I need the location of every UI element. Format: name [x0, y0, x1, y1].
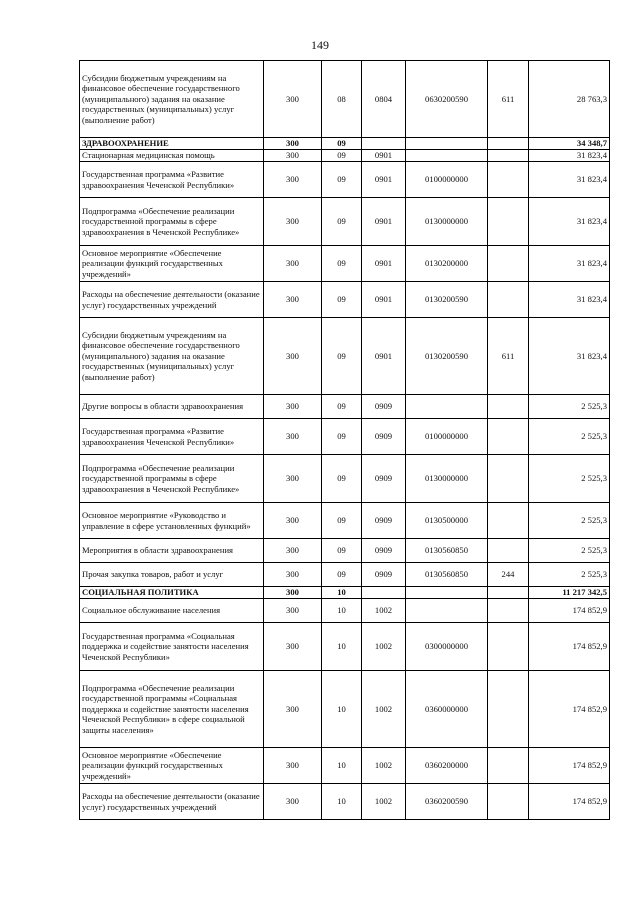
row-csr: 0130000000: [406, 198, 488, 246]
row-csr: [406, 138, 488, 150]
row-rz: 09: [322, 455, 362, 503]
row-name: Подпрограмма «Обеспечение реализации государственной программы «Социальная поддержка и содействие занятости населения Чеченской Республики» в сфере социальной защиты населения»: [80, 671, 264, 748]
row-rz: 09: [322, 162, 362, 198]
row-ved: 300: [264, 150, 322, 162]
row-vr: [488, 599, 529, 623]
row-rz: 10: [322, 748, 362, 784]
table-row: [80, 784, 610, 820]
row-sum: 31 823,4: [529, 150, 610, 162]
row-rz: 09: [322, 395, 362, 419]
row-ved: 300: [264, 419, 322, 455]
row-rz: 09: [322, 503, 362, 539]
row-csr: 0130500000: [406, 503, 488, 539]
table-section-row: [80, 587, 610, 599]
row-name: Подпрограмма «Обеспечение реализации государственной программы в сфере здравоохранения в Чеченской Республике»: [80, 198, 264, 246]
row-csr: 0630200590: [406, 61, 488, 138]
row-name: Основное мероприятие «Обеспечение реализации функций государственных учреждений»: [80, 246, 264, 282]
row-vr: [488, 503, 529, 539]
row-vr: [488, 246, 529, 282]
row-sum: 2 525,3: [529, 503, 610, 539]
row-vr: [488, 395, 529, 419]
row-sum: 31 823,4: [529, 162, 610, 198]
table-row: [80, 599, 610, 623]
row-name: Другие вопросы в области здравоохранения: [80, 395, 264, 419]
row-ved: 300: [264, 599, 322, 623]
row-name: Прочая закупка товаров, работ и услуг: [80, 563, 264, 587]
row-name: Подпрограмма «Обеспечение реализации государственной программы в сфере здравоохранения в Чеченской Республике»: [80, 455, 264, 503]
table-row: [80, 539, 610, 563]
row-name: Государственная программа «Социальная поддержка и содействие занятости населения Чеченской Республики»: [80, 623, 264, 671]
row-sum: 11 217 342,5: [529, 587, 610, 599]
row-csr: [406, 150, 488, 162]
table-row: [80, 455, 610, 503]
row-sum: 31 823,4: [529, 198, 610, 246]
row-prz: 0909: [362, 455, 406, 503]
row-sum: 2 525,3: [529, 455, 610, 503]
row-vr: [488, 623, 529, 671]
row-vr: [488, 587, 529, 599]
row-vr: [488, 419, 529, 455]
table-row: [80, 623, 610, 671]
row-sum: 31 823,4: [529, 246, 610, 282]
row-rz: 10: [322, 587, 362, 599]
row-name: Государственная программа «Развитие здравоохранения Чеченской Республики»: [80, 419, 264, 455]
row-prz: 1002: [362, 671, 406, 748]
row-ved: 300: [264, 784, 322, 820]
row-ved: 300: [264, 61, 322, 138]
row-name: Основное мероприятие «Обеспечение реализации функций государственных учреждений»: [80, 748, 264, 784]
row-sum: 174 852,9: [529, 748, 610, 784]
row-sum: 28 763,3: [529, 61, 610, 138]
row-prz: 0909: [362, 539, 406, 563]
row-rz: 09: [322, 282, 362, 318]
row-sum: 174 852,9: [529, 599, 610, 623]
row-prz: 0909: [362, 503, 406, 539]
row-ved: 300: [264, 138, 322, 150]
row-sum: 31 823,4: [529, 318, 610, 395]
row-vr: 244: [488, 563, 529, 587]
row-csr: 0130200590: [406, 282, 488, 318]
table-row: [80, 282, 610, 318]
row-name: Государственная программа «Развитие здравоохранения Чеченской Республики»: [80, 162, 264, 198]
row-rz: 10: [322, 784, 362, 820]
row-rz: 09: [322, 138, 362, 150]
row-ved: 300: [264, 455, 322, 503]
table-row: [80, 318, 610, 395]
row-ved: 300: [264, 318, 322, 395]
row-ved: 300: [264, 587, 322, 599]
row-ved: 300: [264, 539, 322, 563]
budget-table: [79, 60, 610, 820]
row-csr: [406, 395, 488, 419]
row-ved: 300: [264, 503, 322, 539]
row-rz: 10: [322, 599, 362, 623]
row-sum: 2 525,3: [529, 539, 610, 563]
row-ved: 300: [264, 623, 322, 671]
row-ved: 300: [264, 198, 322, 246]
page-number: 149: [311, 38, 329, 52]
row-sum: 174 852,9: [529, 671, 610, 748]
table-row: [80, 150, 610, 162]
row-vr: [488, 150, 529, 162]
row-prz: [362, 587, 406, 599]
row-ved: 300: [264, 282, 322, 318]
row-prz: 0901: [362, 246, 406, 282]
row-vr: 611: [488, 61, 529, 138]
row-csr: 0130000000: [406, 455, 488, 503]
row-rz: 09: [322, 198, 362, 246]
row-prz: 1002: [362, 599, 406, 623]
row-csr: 0130560850: [406, 563, 488, 587]
row-ved: 300: [264, 563, 322, 587]
row-prz: 0901: [362, 150, 406, 162]
row-name: Расходы на обеспечение деятельности (оказание услуг) государственных учреждений: [80, 282, 264, 318]
row-ved: 300: [264, 246, 322, 282]
table-row: [80, 162, 610, 198]
row-prz: 1002: [362, 784, 406, 820]
row-csr: 0130200590: [406, 318, 488, 395]
row-ved: 300: [264, 671, 322, 748]
row-sum: 34 348,7: [529, 138, 610, 150]
row-csr: [406, 599, 488, 623]
row-vr: [488, 138, 529, 150]
row-prz: 0804: [362, 61, 406, 138]
row-sum: 2 525,3: [529, 563, 610, 587]
row-vr: [488, 198, 529, 246]
row-csr: 0360200590: [406, 784, 488, 820]
row-rz: 10: [322, 623, 362, 671]
row-rz: 09: [322, 246, 362, 282]
row-sum: 31 823,4: [529, 282, 610, 318]
row-name: Стационарная медицинская помощь: [80, 150, 264, 162]
row-prz: 0909: [362, 395, 406, 419]
row-prz: [362, 138, 406, 150]
row-sum: 2 525,3: [529, 395, 610, 419]
row-vr: 611: [488, 318, 529, 395]
row-name: ЗДРАВООХРАНЕНИЕ: [80, 138, 264, 150]
row-rz: 08: [322, 61, 362, 138]
table-row: [80, 395, 610, 419]
row-vr: [488, 162, 529, 198]
table-row: [80, 61, 610, 138]
row-rz: 09: [322, 563, 362, 587]
row-prz: 0901: [362, 318, 406, 395]
row-vr: [488, 282, 529, 318]
table-row: [80, 419, 610, 455]
row-prz: 0909: [362, 419, 406, 455]
table-row: [80, 671, 610, 748]
row-prz: 0901: [362, 162, 406, 198]
row-sum: 174 852,9: [529, 784, 610, 820]
row-csr: [406, 587, 488, 599]
table-row: [80, 198, 610, 246]
table-row: [80, 563, 610, 587]
row-name: СОЦИАЛЬНАЯ ПОЛИТИКА: [80, 587, 264, 599]
row-prz: 0901: [362, 198, 406, 246]
table-row: [80, 748, 610, 784]
row-rz: 10: [322, 671, 362, 748]
table-row: [80, 246, 610, 282]
row-csr: 0100000000: [406, 419, 488, 455]
row-csr: 0130200000: [406, 246, 488, 282]
row-vr: [488, 539, 529, 563]
row-rz: 09: [322, 539, 362, 563]
table-row: [80, 503, 610, 539]
row-ved: 300: [264, 395, 322, 419]
row-rz: 09: [322, 318, 362, 395]
row-vr: [488, 748, 529, 784]
row-name: Мероприятия в области здравоохранения: [80, 539, 264, 563]
row-csr: 0130560850: [406, 539, 488, 563]
row-vr: [488, 455, 529, 503]
row-rz: 09: [322, 150, 362, 162]
row-name: Расходы на обеспечение деятельности (оказание услуг) государственных учреждений: [80, 784, 264, 820]
row-prz: 0901: [362, 282, 406, 318]
row-vr: [488, 784, 529, 820]
table-section-row: [80, 138, 610, 150]
row-rz: 09: [322, 419, 362, 455]
row-name: Субсидии бюджетным учреждениям на финансовое обеспечение государственного (муниципального) задания на оказание государственных (муниципальных) услуг (выполнение работ): [80, 61, 264, 138]
row-sum: 174 852,9: [529, 623, 610, 671]
row-prz: 1002: [362, 623, 406, 671]
row-prz: 0909: [362, 563, 406, 587]
row-name: Основное мероприятие «Руководство и управление в сфере установленных функций»: [80, 503, 264, 539]
row-csr: 0100000000: [406, 162, 488, 198]
row-ved: 300: [264, 162, 322, 198]
row-vr: [488, 671, 529, 748]
row-csr: 0300000000: [406, 623, 488, 671]
row-prz: 1002: [362, 748, 406, 784]
row-name: Социальное обслуживание населения: [80, 599, 264, 623]
row-csr: 0360000000: [406, 671, 488, 748]
row-csr: 0360200000: [406, 748, 488, 784]
row-ved: 300: [264, 748, 322, 784]
row-sum: 2 525,3: [529, 419, 610, 455]
row-name: Субсидии бюджетным учреждениям на финансовое обеспечение государственного (муниципального) задания на оказание государственных (муниципальных) услуг (выполнение работ): [80, 318, 264, 395]
